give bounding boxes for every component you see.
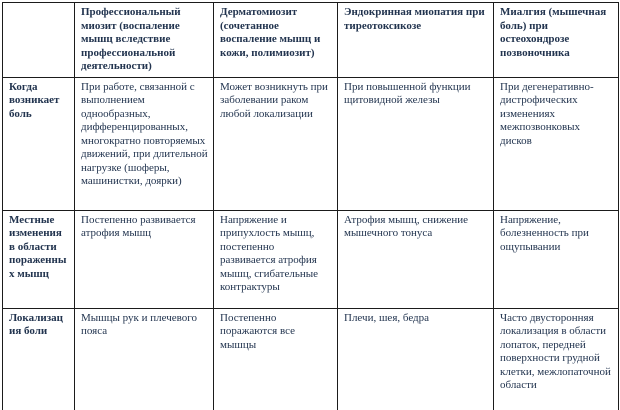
row-header: Локализация боли [3, 308, 75, 410]
table-cell: Атрофия мышц, снижение мышечного тонуса [338, 210, 494, 308]
column-header-dermatomyositis: Дерматомиозит (сочетанное воспаление мышц и кожи, полимиозит) [214, 3, 338, 78]
column-header-professional-myositis: Профессиональный миозит (воспаление мышц вследствие профессиональной деятельности) [75, 3, 214, 78]
myositis-comparison-table [2, 2, 619, 410]
header-row [3, 3, 619, 78]
table-row-when-pain-occurs [3, 77, 619, 210]
table-cell: Часто двусторонняя локализация в области лопаток, передней поверхности грудной клетки, межлопаточной области [494, 308, 619, 410]
table-cell: При дегенеративно-дистрофических изменениях межпозвонковых дисков [494, 77, 619, 210]
corner-cell [3, 3, 75, 78]
table-cell: Постепенно поражаются все мышцы [214, 308, 338, 410]
table-cell: Может возникнуть при заболевании раком любой локализации [214, 77, 338, 210]
table-cell: Мышцы рук и плечевого пояса [75, 308, 214, 410]
table-cell: Напряжение и припухлость мышц, постепенно развивается атрофия мышц, сгибательные контрактуры [214, 210, 338, 308]
column-header-endocrine-myopathy: Эндокринная миопатия при тиреотоксикозе [338, 3, 494, 78]
row-header: Местные изменения в области пораженных мышц [3, 210, 75, 308]
table-cell: При повышенной функции щитовидной железы [338, 77, 494, 210]
table-row-pain-localization [3, 308, 619, 410]
table-cell: Плечи, шея, бедра [338, 308, 494, 410]
table-row-local-changes [3, 210, 619, 308]
table-cell: При работе, связанной с выполнением однообразных, дифференцированных, многократно повторяемых движений, при длительной нагрузке (шоферы, машинистки, доярки) [75, 77, 214, 210]
table-cell: Постепенно развивается атрофия мышц [75, 210, 214, 308]
table-cell: Напряжение, болезненность при ощупывании [494, 210, 619, 308]
column-header-myalgia: Миалгия (мышечная боль) при остеохондрозе позвоночника [494, 3, 619, 78]
row-header: Когда возникает боль [3, 77, 75, 210]
